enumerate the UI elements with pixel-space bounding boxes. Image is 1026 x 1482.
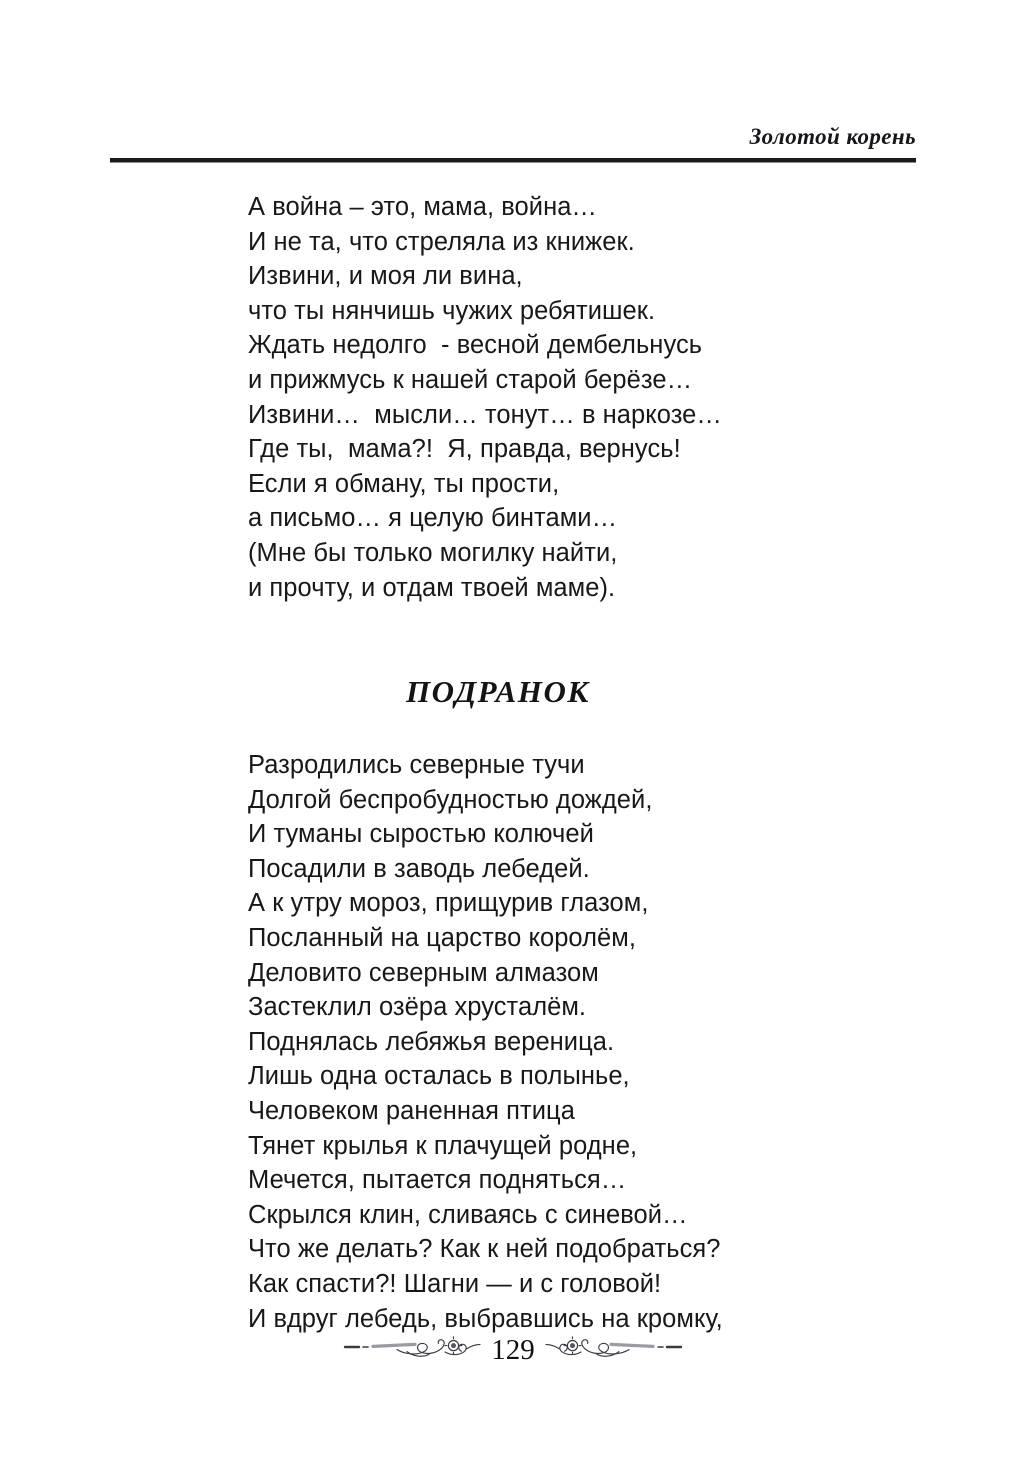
verse-line: Тянет крылья к плачущей родне,	[248, 1131, 638, 1160]
verse-line: Скрылся клин, сливаясь с синевой…	[248, 1200, 688, 1229]
verse-line: Поднялась лебяжья вереница.	[248, 1027, 615, 1056]
poem-body-first	[248, 190, 722, 605]
verse-line: Что же делать? Как к ней подобраться?	[248, 1235, 721, 1264]
verse-line: И туманы сыростью колючей	[248, 820, 594, 849]
flourish-ornament-right-icon	[537, 1332, 685, 1367]
verse-line: Долгой беспробудностью дождей,	[248, 785, 653, 814]
header-rule	[110, 158, 916, 163]
verse-line: Где ты, мама?! Я, правда, вернусь!	[248, 435, 681, 464]
verse-line: Деловито северным алмазом	[248, 958, 599, 987]
verse-line: Посадили в заводь лебедей.	[248, 854, 590, 883]
verse-line: что ты нянчишь чужих ребятишек.	[248, 296, 656, 325]
verse-line: И не та, что стреляла из книжек.	[248, 227, 635, 256]
verse-line: Мечется, пытается подняться…	[248, 1166, 627, 1195]
verse-line: а письмо… я целую бинтами…	[248, 504, 618, 533]
verse-line: Человеком раненная птица	[248, 1096, 575, 1125]
verse-line: Разродились северные тучи	[248, 751, 585, 779]
page-number: 129	[491, 1334, 535, 1366]
poem-title: ПОДРАНОК	[405, 674, 591, 709]
flourish-ornament-left-icon	[341, 1332, 489, 1367]
verse-line: Лишь одна осталась в полынье,	[248, 1062, 630, 1091]
verse-line: Извини… мысли… тонут… в наркозе…	[248, 400, 722, 429]
verse-line: Как спасти?! Шагни — и с головой!	[248, 1269, 662, 1298]
poem-body-second	[248, 748, 723, 1336]
verse-line: И вдруг лебедь, выбравшись на кромку,	[248, 1304, 723, 1333]
verse-line: Посланный на царство королём,	[248, 923, 636, 952]
verse-line: Ждать недолго - весной дембельнусь	[248, 331, 703, 360]
running-header	[110, 124, 916, 150]
verse-line: Извини, и моя ли вина,	[248, 262, 523, 291]
verse-line: А к утру мороз, прищурив глазом,	[248, 889, 649, 918]
page-footer	[0, 1332, 1026, 1367]
verse-line: и прижмусь к нашей старой берёзе…	[248, 365, 693, 394]
verse-line: Застеклил озёра хрусталём.	[248, 993, 587, 1022]
verse-line: Если я обману, ты прости,	[248, 469, 560, 498]
verse-line: и прочту, и отдам твоей маме).	[248, 573, 616, 602]
verse-line: А война – это, мама, война…	[248, 193, 597, 221]
verse-line: (Мне бы только могилку найти,	[248, 538, 618, 567]
running-header-title: Золотой корень	[749, 124, 916, 149]
